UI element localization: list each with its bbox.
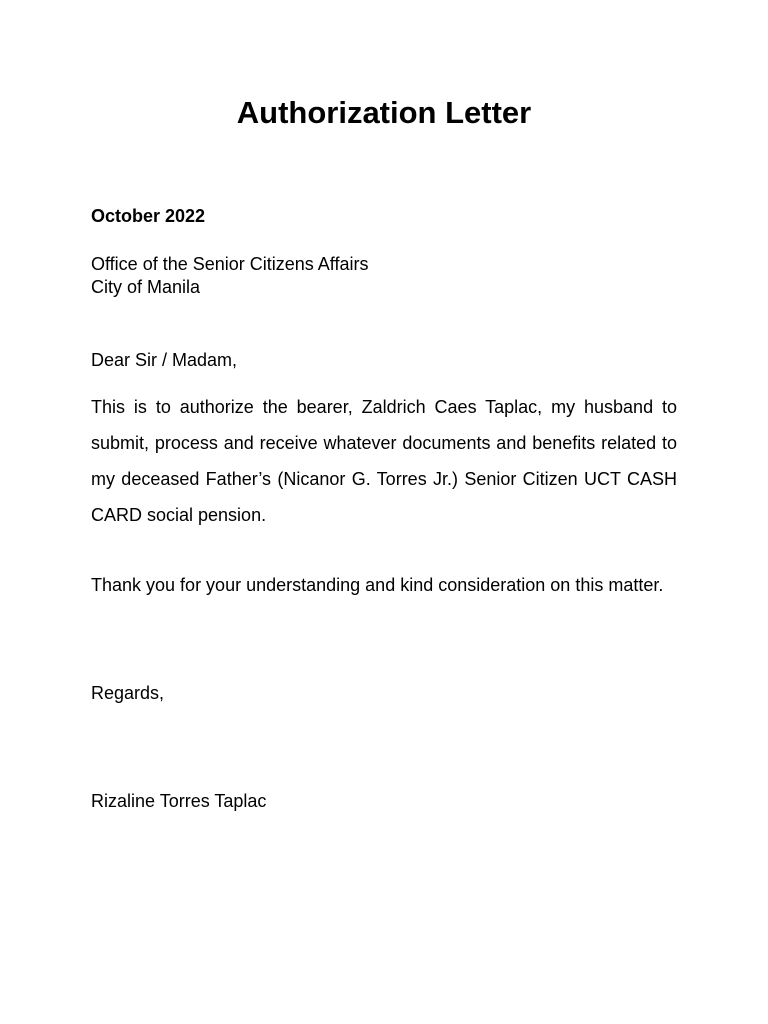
signatory-name: Rizaline Torres Taplac [91,791,267,811]
body-paragraph-authorization: This is to authorize the bearer, Zaldrich Caes Taplac, my husband to submit, process and receive whatever documents and benefits related to my deceased Father’s (Nicanor G. Torres Jr.) Senior Citizen UCT CASH CARD social pension. [91,397,677,525]
closing: Regards, [91,683,165,703]
recipient-line-office: Office of the Senior Citizens Affairs [91,254,369,274]
body-paragraph-thanks: Thank you for your understanding and kind consideration on this matter. [91,575,664,595]
recipient-line-city: City of Manila [91,277,201,297]
letter-title: Authorization Letter [236,95,532,130]
salutation: Dear Sir / Madam, [91,350,238,370]
recipient-address [91,253,368,299]
letter-date: October 2022 [91,206,206,226]
